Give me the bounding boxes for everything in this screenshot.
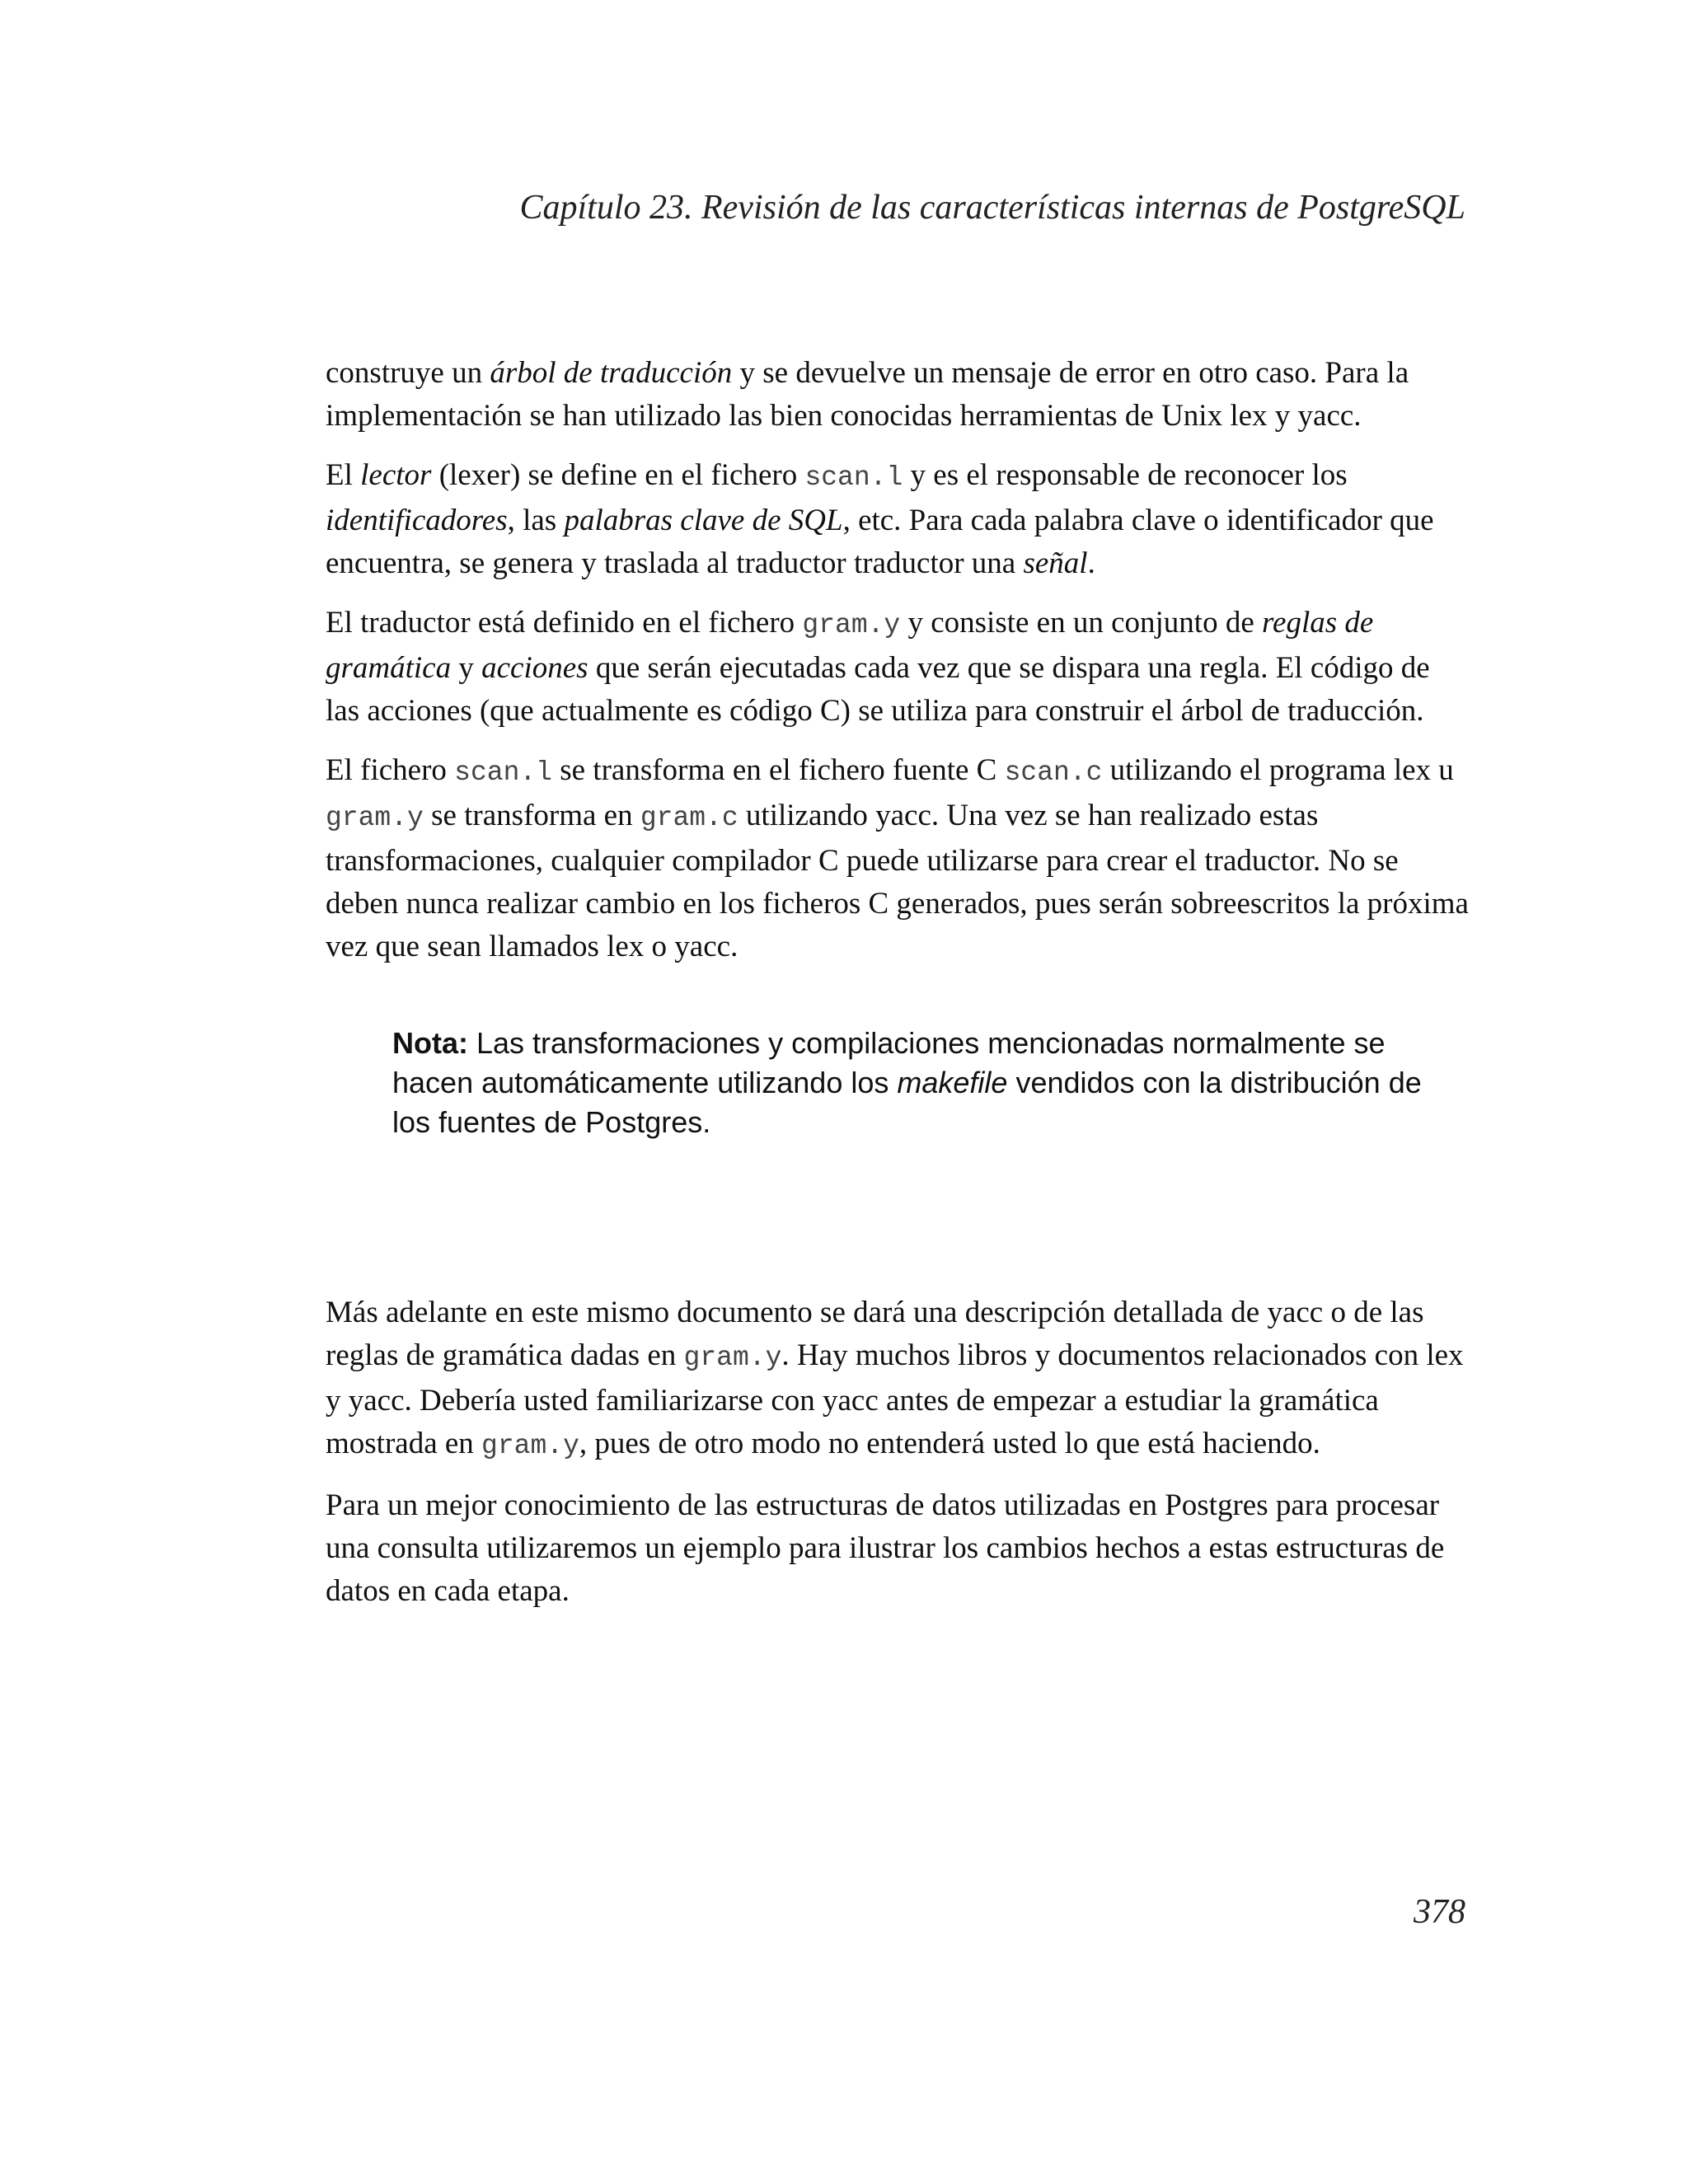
- filename-code: gram.y: [481, 1431, 579, 1461]
- emphasis-term: árbol de traducción: [490, 356, 733, 390]
- paragraph-5: Más adelante en este mismo documento se dará una descripción detallada de yacc o de las reglas de gramática dadas en gram.y. Hay muchos libros y documentos relacionados con lex y yacc. Debería usted familiarizarse con yacc antes de empezar a estudiar la gramática mostrada en gram.y, pues de otro modo no entenderá usted lo que está haciendo.: [326, 1296, 1464, 1461]
- filename-code: scan.l: [804, 462, 903, 493]
- filename-code: scan.l: [454, 757, 552, 788]
- paragraph-6: Para un mejor conocimiento de las estructuras de datos utilizadas en Postgres para procesar una consulta utilizaremos un ejemplo para ilustrar los cambios hechos a estas estructuras de datos en cada etapa.: [326, 1488, 1445, 1608]
- emphasis-term: makefile: [897, 1066, 1008, 1099]
- paragraph-4: El fichero scan.l se transforma en el fichero fuente C scan.c utilizando el programa lex u gram.y se transforma en gram.c utilizando yacc. Una vez se han realizado estas transformaciones, cualquier compilador C puede utilizarse para crear el traductor. No se deben nunca realizar cambio en los ficheros C generados, pues serán sobreescritos la próxima vez que sean llamados lex o yacc.: [326, 753, 1469, 963]
- emphasis-term: señal: [1023, 546, 1088, 580]
- running-header: Capítulo 23. Revisión de las características internas de PostgreSQL: [519, 189, 1465, 227]
- page-number: 378: [1414, 1893, 1465, 1931]
- filename-code: gram.y: [802, 610, 901, 640]
- filename-code: gram.y: [326, 803, 424, 833]
- body-text-lower: [326, 1291, 1471, 1629]
- emphasis-term: reglas de gramática: [326, 606, 1374, 685]
- emphasis-term: palabras clave de SQL: [564, 504, 843, 537]
- note-label: Nota:: [392, 1026, 468, 1060]
- emphasis-term: identificadores: [326, 504, 508, 537]
- body-text-upper: [326, 352, 1471, 985]
- note-box: Nota: Las transformaciones y compilaciones mencionadas normalmente se hacen automáticamente utilizando los makefile vendidos con la distribución de los fuentes de Postgres.: [392, 1026, 1422, 1139]
- filename-code: gram.y: [683, 1343, 782, 1373]
- paragraph-3: El traductor está definido en el fichero gram.y y consiste en un conjunto de reglas de gramática y acciones que serán ejecutadas cada vez que se dispara una regla. El código de las acciones (que actualmente es código C) se utiliza para construir el árbol de traducción.: [326, 606, 1430, 728]
- emphasis-term: acciones: [481, 651, 588, 685]
- paragraph-1: construye un árbol de traducción y se devuelve un mensaje de error en otro caso. Para la implementación se han utilizado las bien conocidas herramientas de Unix lex y yacc.: [326, 356, 1409, 433]
- paragraph-2: El lector (lexer) se define en el fichero scan.l y es el responsable de reconocer los identificadores, las palabras clave de SQL, etc. Para cada palabra clave o identificador que encuentra, se genera y traslada al traductor traductor una señal.: [326, 458, 1434, 580]
- filename-code: gram.c: [640, 803, 738, 833]
- emphasis-term: lector: [360, 458, 432, 492]
- filename-code: scan.c: [1004, 757, 1103, 788]
